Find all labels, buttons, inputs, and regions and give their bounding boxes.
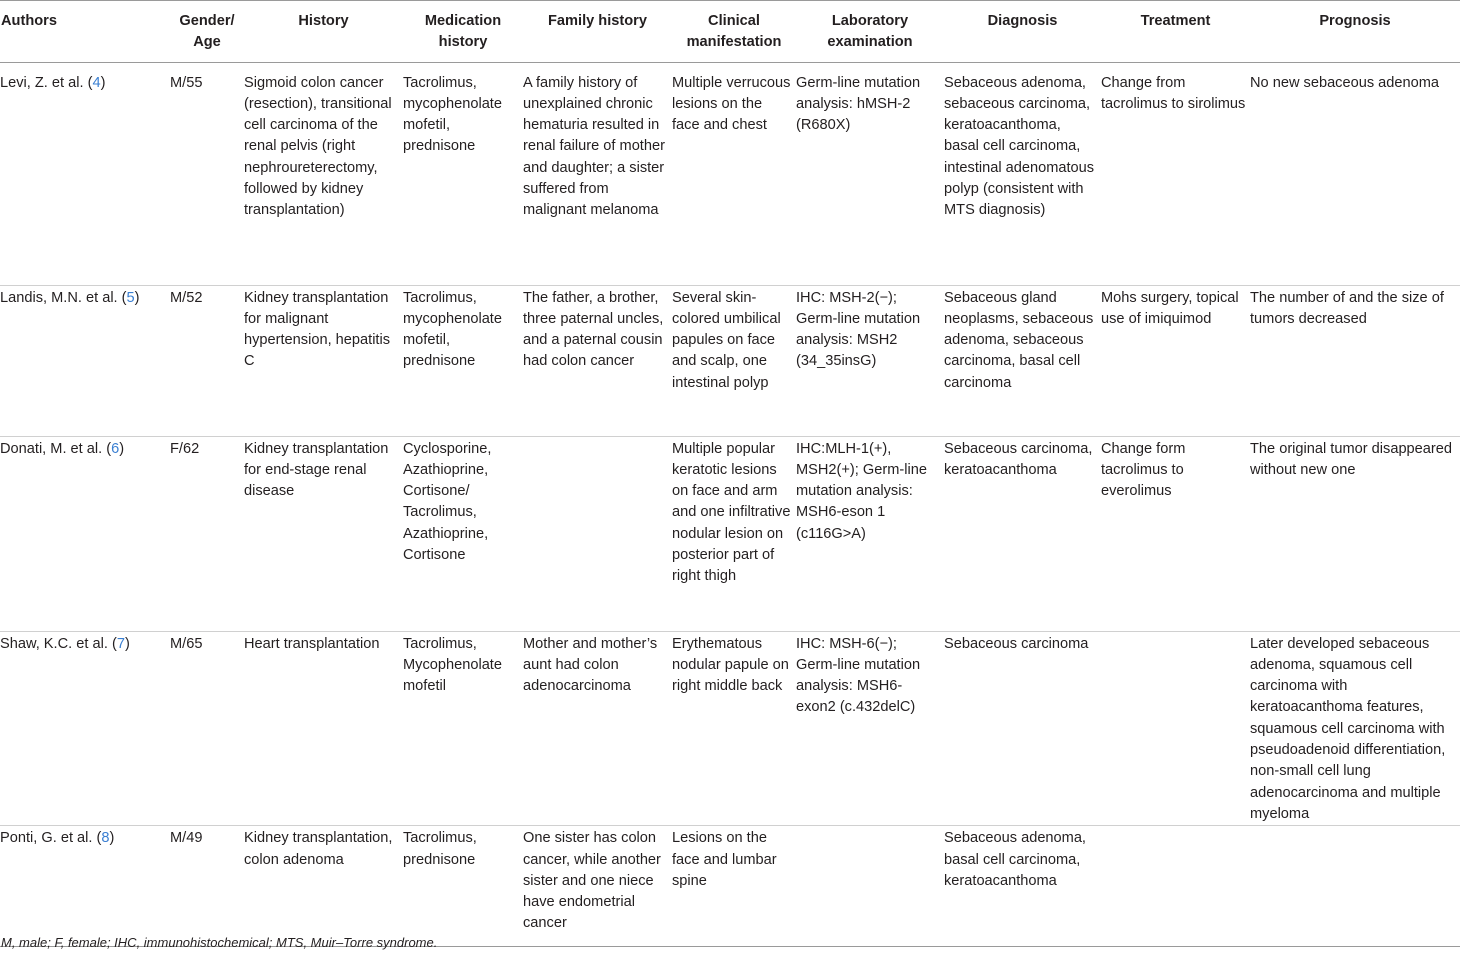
col-header-lab: Laboratory examination [796, 1, 944, 63]
diagnosis-cell: Sebaceous carcinoma [944, 631, 1101, 826]
lab-cell: Germ-line mutation analysis: hMSH-2 (R680X) [796, 62, 944, 285]
medication-cell: Tacrolimus, Mycophenolate mofetil [403, 631, 523, 826]
table-row [0, 62, 1460, 285]
header-row [0, 1, 1460, 63]
table-footnote: M, male; F, female; IHC, immunohistochemical; MTS, Muir–Torre syndrome. [1, 935, 438, 950]
col-header-clinical: Clinical manifestation [672, 1, 796, 63]
medication-cell: Tacrolimus, prednisone [403, 826, 523, 947]
table-row [0, 631, 1460, 826]
lab-cell: IHC: MSH-2(−); Germ-line mutation analysis: MSH2 (34_35insG) [796, 285, 944, 436]
col-header-prognosis: Prognosis [1250, 1, 1460, 63]
history-cell: Heart transplantation [244, 631, 403, 826]
history-cell: Kidney transplantation for end-stage renal disease [244, 436, 403, 631]
col-header-authors: Authors [0, 1, 170, 63]
diagnosis-cell: Sebaceous adenoma, sebaceous carcinoma, keratoacanthoma, basal cell carcinoma, intestinal adenomatous polyp (consistent with MTS diagnosis) [944, 62, 1101, 285]
author-name: Landis, M.N. et al. ( [0, 289, 127, 306]
col-header-diagnosis: Diagnosis [944, 1, 1101, 63]
treatment-cell: Change form tacrolimus to everolimus [1101, 436, 1250, 631]
col-header-gender-age: Gender/ Age [170, 1, 244, 63]
gender-age-cell: M/49 [170, 826, 244, 947]
lab-cell: IHC: MSH-6(−); Germ-line mutation analysis: MSH6-exon2 (c.432delC) [796, 631, 944, 826]
table-row [0, 436, 1460, 631]
author-cell [0, 826, 170, 947]
lab-cell: IHC:MLH-1(+), MSH2(+); Germ-line mutation analysis: MSH6-eson 1 (c116G>A) [796, 436, 944, 631]
diagnosis-cell: Sebaceous carcinoma, keratoacanthoma [944, 436, 1101, 631]
gender-age-cell: M/55 [170, 62, 244, 285]
prognosis-cell: No new sebaceous adenoma [1250, 62, 1460, 285]
reference-link[interactable]: 6 [111, 440, 120, 457]
reference-link[interactable]: 8 [101, 830, 110, 847]
author-name: Ponti, G. et al. ( [0, 830, 102, 847]
history-cell: Sigmoid colon cancer (resection), transitional cell carcinoma of the renal pelvis (right nephroureterectomy, followed by kidney transplantation) [244, 62, 403, 285]
author-paren: ) [119, 440, 125, 457]
author-paren: ) [134, 289, 140, 306]
clinical-cell: Several skin-colored umbilical papules on face and scalp, one intestinal polyp [672, 285, 796, 436]
author-paren: ) [109, 830, 115, 847]
prognosis-cell: The original tumor disappeared without new one [1250, 436, 1460, 631]
prognosis-cell: The number of and the size of tumors decreased [1250, 285, 1460, 436]
treatment-cell [1101, 631, 1250, 826]
author-cell [0, 436, 170, 631]
family-cell: Mother and mother’s aunt had colon adenocarcinoma [523, 631, 672, 826]
author-name: Levi, Z. et al. ( [0, 74, 93, 91]
medication-cell: Cyclosporine, Azathioprine, Cortisone/ Tacrolimus, Azathioprine, Cortisone [403, 436, 523, 631]
diagnosis-cell: Sebaceous adenoma, basal cell carcinoma, keratoacanthoma [944, 826, 1101, 947]
gender-age-cell: M/52 [170, 285, 244, 436]
gender-age-cell: M/65 [170, 631, 244, 826]
reference-link[interactable]: 5 [126, 289, 135, 306]
clinical-cell: Lesions on the face and lumbar spine [672, 826, 796, 947]
treatment-cell [1101, 826, 1250, 947]
col-header-treatment: Treatment [1101, 1, 1250, 63]
table-row [0, 826, 1460, 947]
family-cell [523, 436, 672, 631]
clinical-cell: Erythematous nodular papule on right middle back [672, 631, 796, 826]
col-header-medication: Medication history [403, 1, 523, 63]
author-name: Shaw, K.C. et al. ( [0, 635, 117, 652]
author-paren: ) [100, 74, 106, 91]
reference-link[interactable]: 4 [92, 74, 101, 91]
medication-cell: Tacrolimus, mycophenolate mofetil, prednisone [403, 62, 523, 285]
prognosis-cell: Later developed sebaceous adenoma, squamous cell carcinoma with keratoacanthoma features, squamous cell carcinoma with pseudoadenoid differentiation, non-small cell lung adenocarcinoma and multiple myeloma [1250, 631, 1460, 826]
author-name: Donati, M. et al. ( [0, 440, 112, 457]
author-cell [0, 631, 170, 826]
col-header-history: History [244, 1, 403, 63]
author-paren: ) [124, 635, 130, 652]
col-header-family: Family history [523, 1, 672, 63]
author-cell [0, 285, 170, 436]
gender-age-cell: F/62 [170, 436, 244, 631]
diagnosis-cell: Sebaceous gland neoplasms, sebaceous adenoma, sebaceous carcinoma, basal cell carcinoma [944, 285, 1101, 436]
prognosis-cell [1250, 826, 1460, 947]
lab-cell [796, 826, 944, 947]
treatment-cell: Mohs surgery, topical use of imiquimod [1101, 285, 1250, 436]
family-cell: The father, a brother, three paternal uncles, and a paternal cousin had colon cancer [523, 285, 672, 436]
table-row [0, 285, 1460, 436]
clinical-cell: Multiple verrucous lesions on the face and chest [672, 62, 796, 285]
history-cell: Kidney transplantation for malignant hypertension, hepatitis C [244, 285, 403, 436]
author-cell [0, 62, 170, 285]
treatment-cell: Change from tacrolimus to sirolimus [1101, 62, 1250, 285]
family-cell: A family history of unexplained chronic hematuria resulted in renal failure of mother and daughter; a sister suffered from malignant melanoma [523, 62, 672, 285]
history-cell: Kidney transplantation, colon adenoma [244, 826, 403, 947]
family-cell: One sister has colon cancer, while another sister and one niece have endometrial cancer [523, 826, 672, 947]
clinical-cell: Multiple popular keratotic lesions on face and arm and one infiltrative nodular lesion on posterior part of right thigh [672, 436, 796, 631]
medication-cell: Tacrolimus, mycophenolate mofetil, prednisone [403, 285, 523, 436]
reference-link[interactable]: 7 [116, 635, 125, 652]
